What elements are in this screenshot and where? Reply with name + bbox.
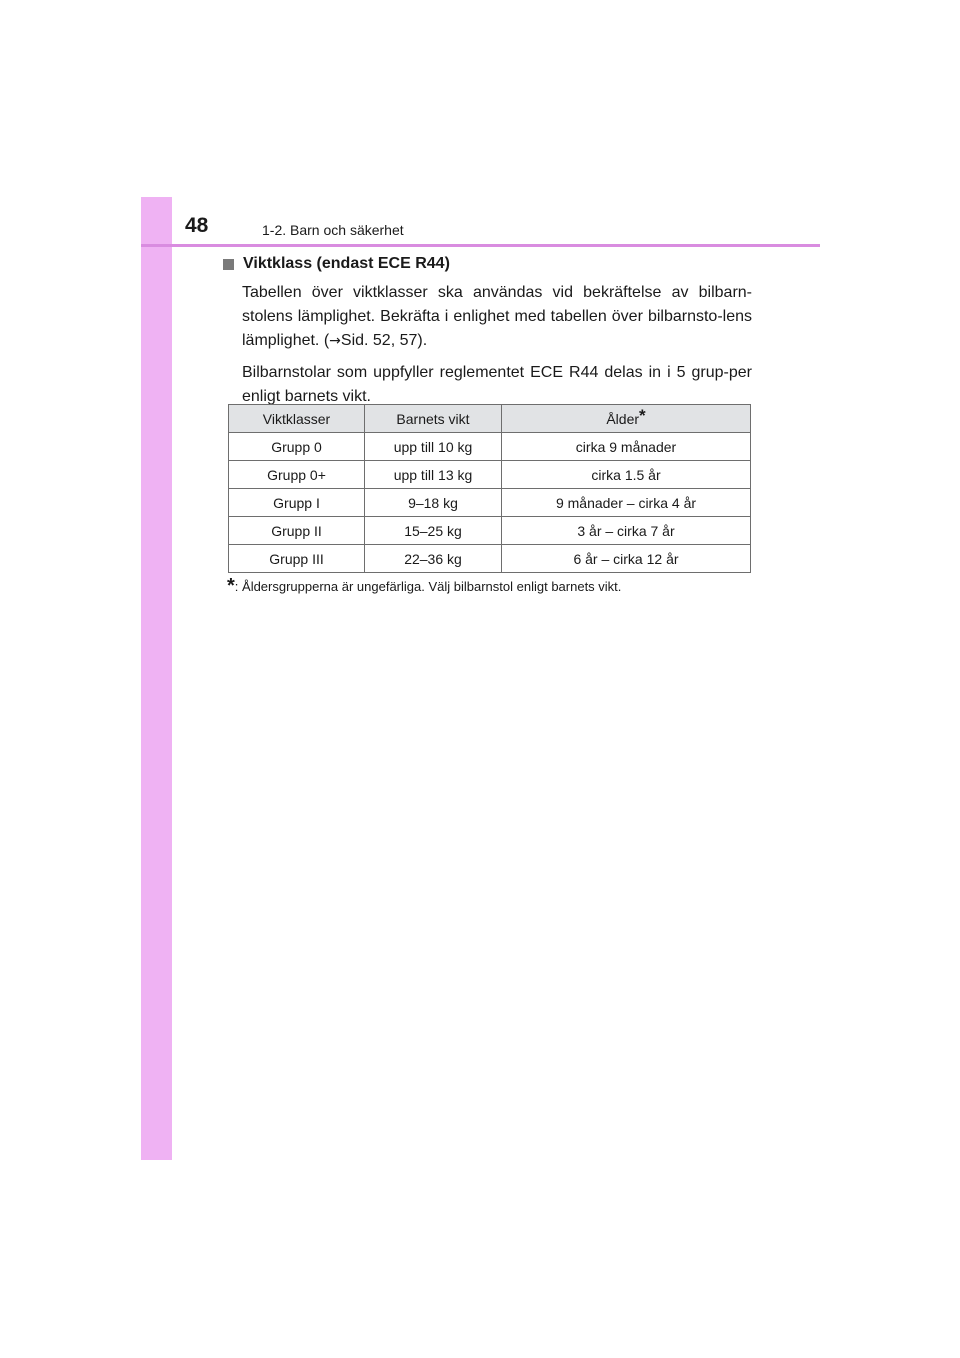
table-cell: 22–36 kg bbox=[365, 545, 502, 573]
paragraph-intro bbox=[222, 281, 752, 353]
page-reference-link[interactable]: Sid. 52, 57). bbox=[340, 332, 428, 349]
table-row bbox=[229, 461, 751, 489]
table-cell: upp till 13 kg bbox=[365, 461, 502, 489]
table-cell: Grupp II bbox=[229, 517, 365, 545]
table-cell: cirka 9 månader bbox=[502, 433, 751, 461]
table-cell: 3 år – cirka 7 år bbox=[502, 517, 751, 545]
table-header-text: Ålder bbox=[606, 410, 640, 427]
table-cell: upp till 10 kg bbox=[365, 433, 502, 461]
table-header-cell: Barnets vikt bbox=[365, 405, 502, 433]
table-cell: cirka 1.5 år bbox=[502, 461, 751, 489]
page-number: 48 bbox=[185, 214, 209, 237]
table-cell: Grupp I bbox=[229, 489, 365, 517]
table-cell: 9 månader – cirka 4 år bbox=[502, 489, 751, 517]
table-row bbox=[229, 545, 751, 573]
table-row bbox=[229, 489, 751, 517]
table-header-cell: Viktklasser bbox=[229, 405, 365, 433]
table-row bbox=[229, 433, 751, 461]
header-rule bbox=[141, 244, 820, 247]
table-cell: 9–18 kg bbox=[365, 489, 502, 517]
footnote bbox=[227, 575, 622, 597]
weight-class-table bbox=[228, 404, 751, 573]
table-cell: 15–25 kg bbox=[365, 517, 502, 545]
section-heading bbox=[222, 253, 752, 275]
footnote-mark: * bbox=[639, 405, 646, 425]
content bbox=[222, 253, 752, 409]
square-bullet-icon bbox=[223, 259, 234, 270]
paragraph-groups: Bilbarnstolar som uppfyller reglementet ECE R44 delas in i 5 grup-per enligt barnets vikt. bbox=[242, 364, 752, 405]
footnote-text: : Åldersgrupperna är ungefärliga. Välj bilbarnstol enligt barnets vikt. bbox=[234, 579, 622, 594]
paragraph-intro-text: Tabellen över viktklasser ska användas vid bekräftelse av bilbarn-stolens lämplighet. Bekräfta i enlighet med tabellen över bilbarnsto-lens lämplighet. ( bbox=[242, 284, 752, 349]
table-row bbox=[229, 517, 751, 545]
table-cell: Grupp 0+ bbox=[229, 461, 365, 489]
section-heading-text: Viktklass (endast ECE R44) bbox=[243, 255, 450, 272]
table-header-cell bbox=[502, 405, 751, 433]
footnote-mark: * bbox=[227, 575, 235, 597]
table-header-row bbox=[229, 405, 751, 433]
arrow-icon: → bbox=[329, 333, 341, 349]
section-label: 1-2. Barn och säkerhet bbox=[262, 222, 404, 238]
table-cell: Grupp III bbox=[229, 545, 365, 573]
table-cell: 6 år – cirka 12 år bbox=[502, 545, 751, 573]
side-band bbox=[141, 197, 172, 1160]
table-cell: Grupp 0 bbox=[229, 433, 365, 461]
header-band bbox=[141, 197, 820, 247]
